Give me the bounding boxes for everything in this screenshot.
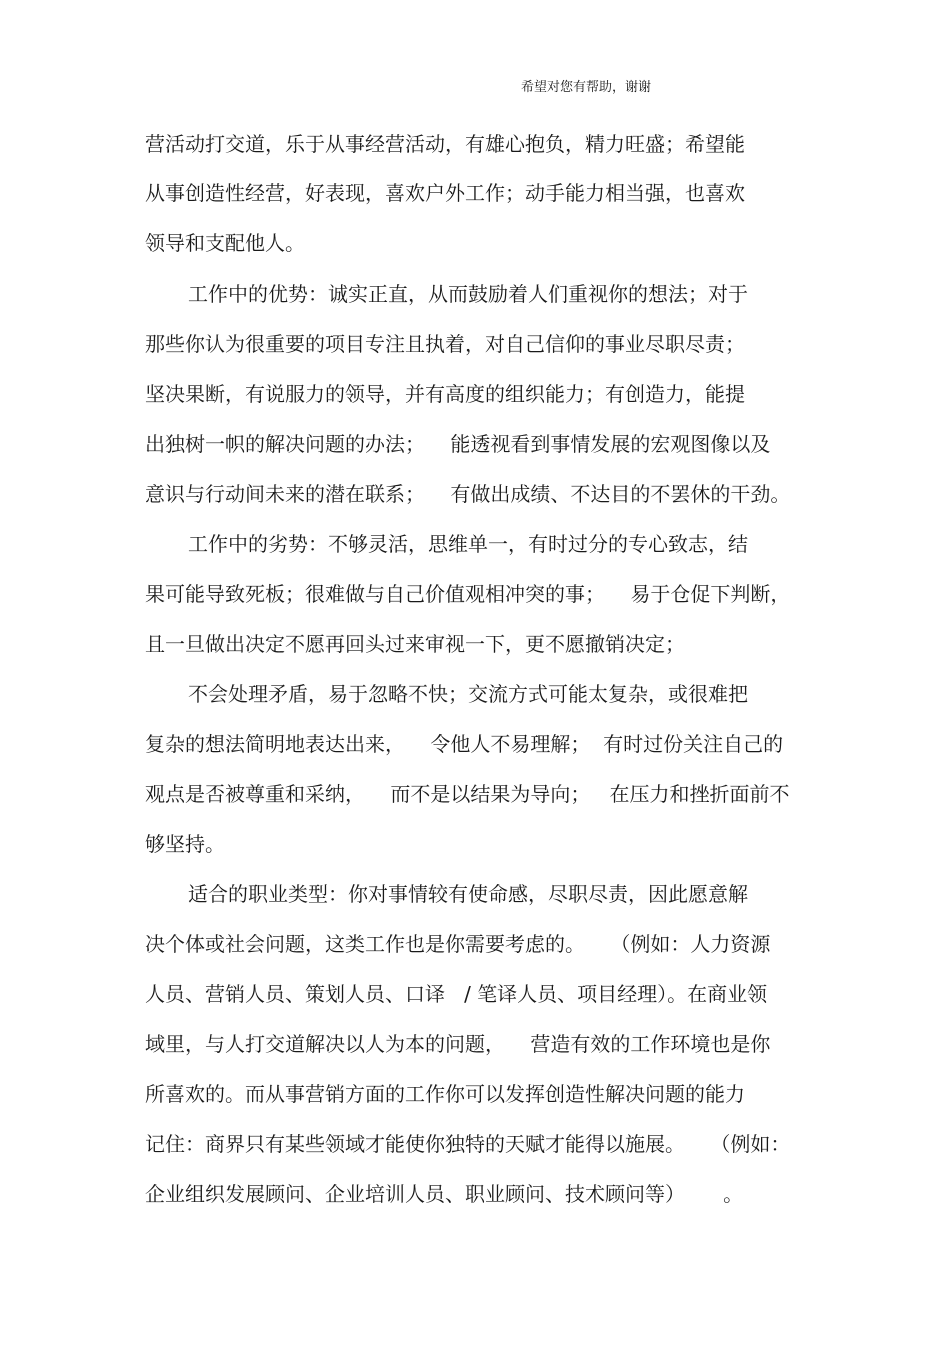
text-line: 企业组织发展顾问、企业培训人员、职业顾问、技术顾问等） 。 [145, 1182, 744, 1206]
text-line: 决个体或社会问题，这类工作也是你需要考虑的。 （例如：人力资源 [145, 932, 771, 956]
text-line: 工作中的劣势：不够灵活，思维单一，有时过分的专心致志，结 [188, 532, 748, 556]
text-line: 观点是否被尊重和采纳， 而不是以结果为导向； 在压力和挫折面前不 [145, 782, 790, 806]
text-line: 出独树一帜的解决问题的办法； 能透视看到事情发展的宏观图像以及 [145, 432, 771, 456]
text-line: 够坚持。 [145, 832, 225, 856]
text-line: 不会处理矛盾，易于忽略不快；交流方式可能太复杂，或很难把 [188, 682, 748, 706]
text-line: 域里，与人打交道解决以人为本的问题， 营造有效的工作环境也是你 [145, 1032, 771, 1056]
text-line: 领导和支配他人。 [145, 231, 305, 255]
header-note: 希望对您有帮助，谢谢 [521, 80, 652, 95]
text-line: 从事创造性经营，好表现，喜欢户外工作；动手能力相当强，也喜欢 [145, 181, 745, 205]
text-line: 意识与行动间未来的潜在联系； 有做出成绩、不达目的不罢休的干劲。 [145, 482, 791, 506]
text-line: 工作中的优势：诚实正直，从而鼓励着人们重视你的想法；对于 [188, 282, 748, 306]
text-line: 所喜欢的。而从事营销方面的工作你可以发挥创造性解决问题的能力 [145, 1082, 745, 1106]
text-line: 记住：商界只有某些领域才能使你独特的天赋才能得以施展。 （例如： [145, 1132, 791, 1156]
text-line: 适合的职业类型：你对事情较有使命感，尽职尽责，因此愿意解 [188, 882, 748, 906]
text-line: 果可能导致死板；很难做与自己价值观相冲突的事； 易于仓促下判断， [145, 582, 791, 606]
text-line: 坚决果断，有说服力的领导，并有高度的组织能力；有创造力，能提 [145, 382, 745, 406]
text-line: 且一旦做出决定不愿再回头过来审视一下，更不愿撤销决定； [145, 632, 685, 656]
text-line: 那些你认为很重要的项目专注且执着，对自己信仰的事业尽职尽责； [145, 332, 745, 356]
text-line: 复杂的想法简明地表达出来， 令他人不易理解； 有时过份关注自己的 [145, 732, 784, 756]
text-line: 人员、营销人员、策划人员、口译 / 笔译人员、项目经理）。在商业领 [145, 982, 768, 1006]
text-line: 营活动打交道，乐于从事经营活动，有雄心抱负，精力旺盛；希望能 [145, 132, 745, 156]
